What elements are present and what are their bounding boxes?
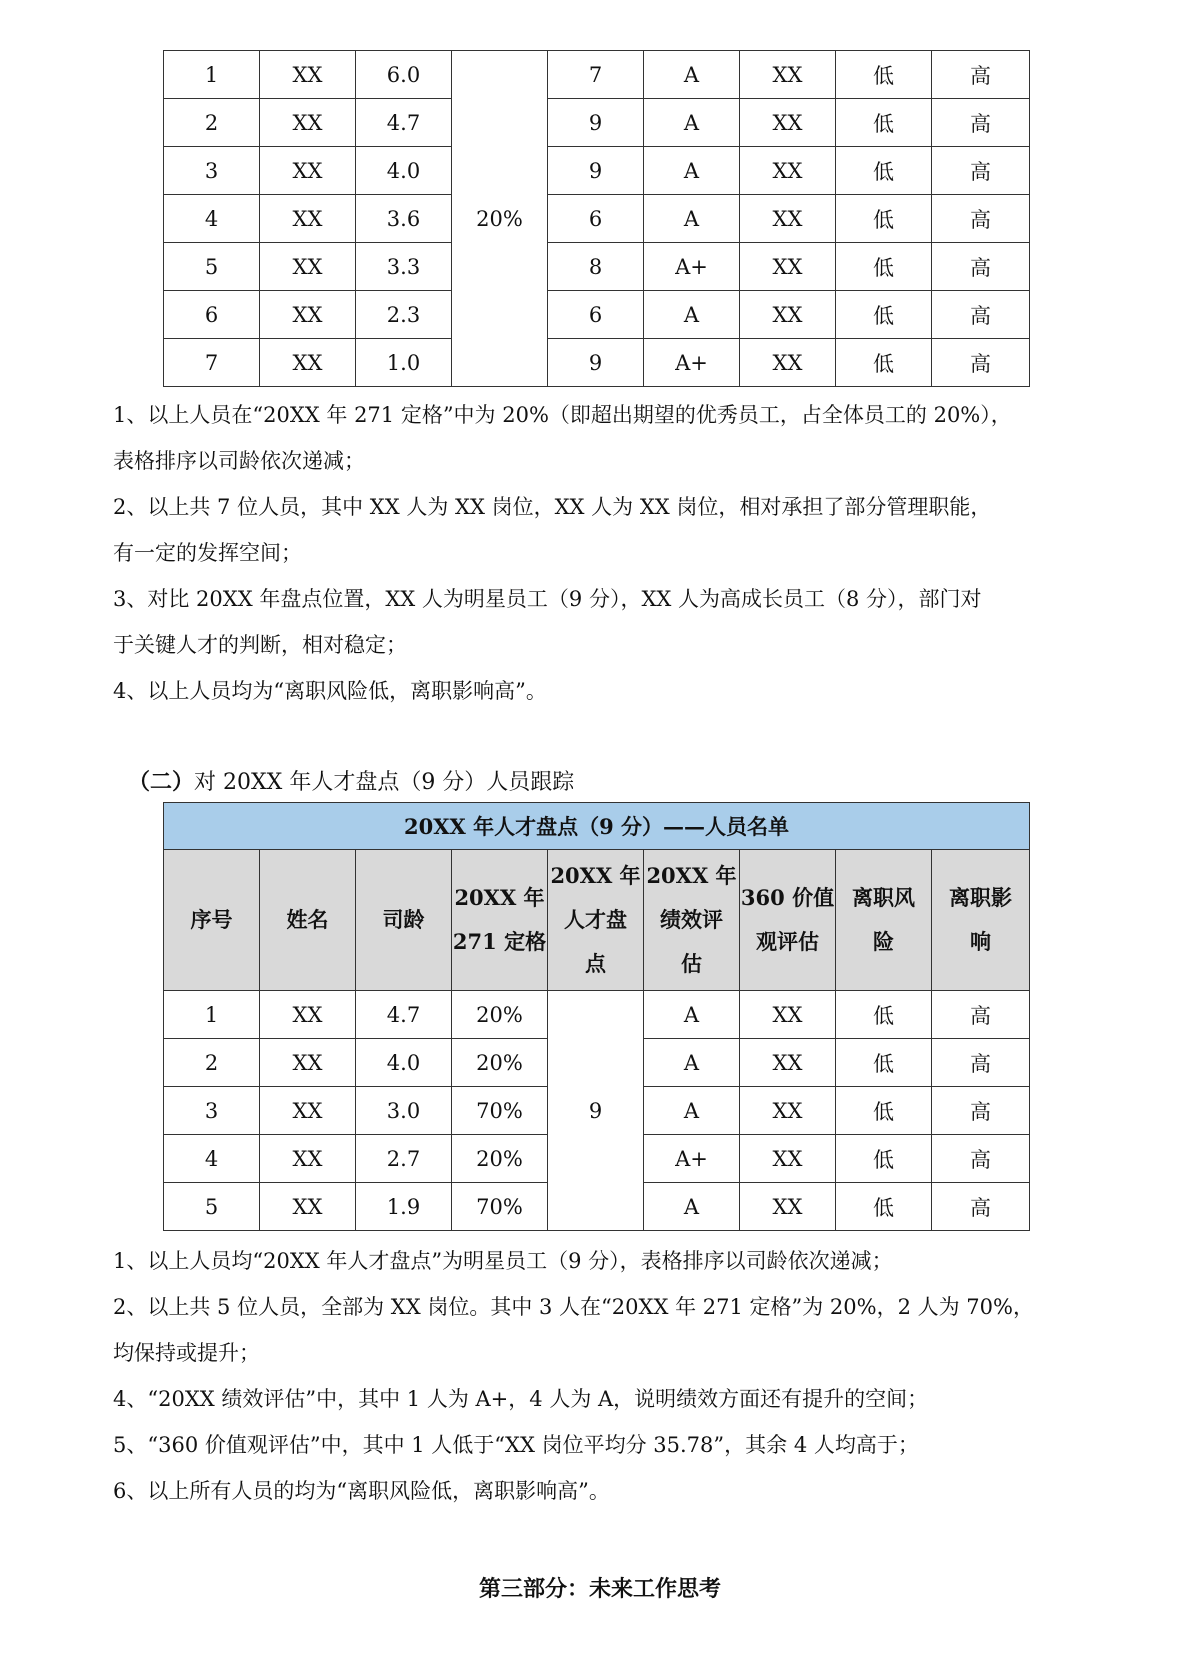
table-cell: 低 xyxy=(836,1135,932,1183)
column-header xyxy=(548,850,644,991)
table-cell: XX xyxy=(260,99,356,147)
table-cell: 5 xyxy=(164,1183,260,1231)
table-cell: 6 xyxy=(548,291,644,339)
table-cell: 低 xyxy=(836,1087,932,1135)
table-cell: 5 xyxy=(164,243,260,291)
note-line: 于关键人才的判断，相对稳定； xyxy=(113,633,407,657)
table-cell: 3.0 xyxy=(356,1087,452,1135)
table-cell: XX xyxy=(740,291,836,339)
table-cell: 高 xyxy=(932,99,1030,147)
table-row xyxy=(164,291,1030,339)
column-header-line: 360 价值 xyxy=(740,885,835,910)
table-cell: 4.7 xyxy=(356,99,452,147)
table-cell: 高 xyxy=(932,991,1030,1039)
table-cell: XX xyxy=(740,99,836,147)
column-header xyxy=(740,850,836,991)
table-cell: XX xyxy=(260,195,356,243)
table-cell: 20% xyxy=(452,1039,548,1087)
table-cell: 低 xyxy=(836,195,932,243)
column-header-line: 司龄 xyxy=(382,907,425,932)
table-cell: XX xyxy=(740,147,836,195)
table-cell: A xyxy=(644,51,740,99)
column-header-line: 响 xyxy=(970,929,992,954)
table-cell: 低 xyxy=(836,243,932,291)
table-cell: 7 xyxy=(164,339,260,387)
table-cell: A xyxy=(644,99,740,147)
note-line: 4、“20XX 绩效评估”中，其中 1 人为 A+，4 人为 A，说明绩效方面还有提升的空间； xyxy=(113,1387,929,1411)
table-cell: 1 xyxy=(164,51,260,99)
column-header-line: 姓名 xyxy=(286,907,329,932)
table-cell: 高 xyxy=(932,195,1030,243)
table-cell: 高 xyxy=(932,1087,1030,1135)
table-cell: 低 xyxy=(836,291,932,339)
table-cell: 1.0 xyxy=(356,339,452,387)
column-header-line: 点 xyxy=(585,951,606,976)
table-cell: XX xyxy=(740,1135,836,1183)
table-cell: 低 xyxy=(836,51,932,99)
table-row xyxy=(164,147,1030,195)
table-cell: 3.3 xyxy=(356,243,452,291)
table-cell: XX xyxy=(740,339,836,387)
table-cell: 6 xyxy=(164,291,260,339)
note-line: 2、以上共 7 位人员，其中 XX 人为 XX 岗位，XX 人为 XX 岗位，相对承担了部分管理职能， xyxy=(113,495,992,519)
column-header xyxy=(356,850,452,991)
table-cell: 8 xyxy=(548,243,644,291)
part-three-heading: 第三部分：未来工作思考 xyxy=(478,1576,721,1602)
column-header-line: 人才盘 xyxy=(564,907,627,932)
table-cell: 4 xyxy=(164,195,260,243)
note-line: 表格排序以司龄依次递减； xyxy=(113,449,365,473)
table-cell: 2 xyxy=(164,1039,260,1087)
table-cell: 高 xyxy=(932,339,1030,387)
table-cell: 高 xyxy=(932,1039,1030,1087)
table-cell: XX xyxy=(740,243,836,291)
column-header xyxy=(932,850,1030,991)
table-cell: XX xyxy=(260,1087,356,1135)
column-header-line: 离职影 xyxy=(949,885,1013,910)
table-cell: 2.7 xyxy=(356,1135,452,1183)
talent-review-9-list-table xyxy=(163,802,1030,1231)
note-line: 均保持或提升； xyxy=(113,1341,260,1365)
table-cell: XX xyxy=(260,243,356,291)
table-cell: XX xyxy=(260,339,356,387)
table-cell: A+ xyxy=(644,339,740,387)
table-cell: 6 xyxy=(548,195,644,243)
column-header xyxy=(260,850,356,991)
table2-notes xyxy=(113,1238,1103,1514)
table-cell: XX xyxy=(260,51,356,99)
column-header-line: 绩效评 xyxy=(660,907,723,932)
table-cell: 低 xyxy=(836,99,932,147)
column-header-line: 20XX 年 xyxy=(454,885,545,910)
table-cell: XX xyxy=(260,1183,356,1231)
table-cell: XX xyxy=(740,991,836,1039)
table-cell: A xyxy=(644,195,740,243)
table-cell: A xyxy=(644,1087,740,1135)
column-header xyxy=(644,850,740,991)
table-cell: 4 xyxy=(164,1135,260,1183)
column-header-line: 序号 xyxy=(190,907,233,932)
table-cell: 9 xyxy=(548,147,644,195)
column-header xyxy=(836,850,932,991)
table-cell: XX xyxy=(260,1135,356,1183)
table-cell: 高 xyxy=(932,291,1030,339)
table-row xyxy=(164,991,1030,1039)
table-cell: 20% xyxy=(452,991,548,1039)
table-cell: XX xyxy=(260,991,356,1039)
table-cell: 高 xyxy=(932,1135,1030,1183)
note-line: 1、以上人员均“20XX 年人才盘点”为明星员工（9 分），表格排序以司龄依次递减； xyxy=(113,1249,893,1273)
column-header-line: 估 xyxy=(681,951,702,976)
column-header-line: 20XX 年 xyxy=(646,863,737,888)
column-header-line: 离职风 xyxy=(852,885,915,910)
table-cell: XX xyxy=(740,51,836,99)
table-cell: 70% xyxy=(452,1183,548,1231)
table-cell: 1.9 xyxy=(356,1183,452,1231)
table-cell: XX xyxy=(260,1039,356,1087)
table-cell: XX xyxy=(740,195,836,243)
table-cell: XX xyxy=(740,1183,836,1231)
column-header xyxy=(164,850,260,991)
table-cell: 20% xyxy=(452,1135,548,1183)
table-cell: 低 xyxy=(836,1039,932,1087)
table-cell: A xyxy=(644,291,740,339)
table-cell: 高 xyxy=(932,243,1030,291)
table-cell: 7 xyxy=(548,51,644,99)
table-cell: 低 xyxy=(836,339,932,387)
table-cell: 低 xyxy=(836,1183,932,1231)
table-cell: 1 xyxy=(164,991,260,1039)
note-line: 3、对比 20XX 年盘点位置，XX 人为明星员工（9 分），XX 人为高成长员工（8 分），部门对 xyxy=(113,587,982,611)
table-cell: A+ xyxy=(644,1135,740,1183)
table-cell: A xyxy=(644,147,740,195)
table-cell: 2.3 xyxy=(356,291,452,339)
column-header-line: 观评估 xyxy=(756,929,819,954)
score-cell: 9 xyxy=(548,991,644,1231)
section-heading-2 xyxy=(128,765,574,796)
table-cell: 3 xyxy=(164,1087,260,1135)
table-cell: 9 xyxy=(548,99,644,147)
table-cell: 70% xyxy=(452,1087,548,1135)
note-line: 2、以上共 5 位人员，全部为 XX 岗位。其中 3 人在“20XX 年 271 定格”为 20%，2 人为 70%， xyxy=(113,1295,1034,1319)
talent-table-continued xyxy=(163,50,1030,387)
column-header xyxy=(452,850,548,991)
table-row xyxy=(164,51,1030,99)
table-cell: 3 xyxy=(164,147,260,195)
table-cell: 高 xyxy=(932,147,1030,195)
table-cell: 6.0 xyxy=(356,51,452,99)
section-number: （二） xyxy=(128,769,195,795)
table-row xyxy=(164,195,1030,243)
table-cell: 3.6 xyxy=(356,195,452,243)
table-cell: 高 xyxy=(932,51,1030,99)
table-cell: 9 xyxy=(548,339,644,387)
table-cell: 高 xyxy=(932,1183,1030,1231)
table-cell: A xyxy=(644,991,740,1039)
table-cell: XX xyxy=(740,1087,836,1135)
table-cell: 低 xyxy=(836,991,932,1039)
table-header-row xyxy=(164,850,1030,991)
table-cell: 4.7 xyxy=(356,991,452,1039)
table-row xyxy=(164,339,1030,387)
table-title: 20XX 年人才盘点（9 分）——人员名单 xyxy=(164,803,1030,850)
table-cell: 4.0 xyxy=(356,1039,452,1087)
note-line: 6、以上所有人员的均为“离职风险低，离职影响高”。 xyxy=(113,1479,610,1503)
section-title: 对 20XX 年人才盘点（9 分）人员跟踪 xyxy=(194,770,575,795)
note-line: 1、以上人员在“20XX 年 271 定格”中为 20%（即超出期望的优秀员工，占全体员工的 20%）， xyxy=(113,403,1012,427)
note-line: 4、以上人员均为“离职风险低，离职影响高”。 xyxy=(113,679,547,703)
table-cell: 4.0 xyxy=(356,147,452,195)
table-cell: 低 xyxy=(836,147,932,195)
table-cell: XX xyxy=(740,1039,836,1087)
table1-notes xyxy=(113,392,1103,714)
share-cell: 20% xyxy=(452,51,548,387)
note-line: 有一定的发挥空间； xyxy=(113,541,302,565)
table-row xyxy=(164,99,1030,147)
table-cell: 2 xyxy=(164,99,260,147)
table-cell: A+ xyxy=(644,243,740,291)
column-header-line: 险 xyxy=(873,929,894,954)
table-cell: A xyxy=(644,1183,740,1231)
column-header-line: 20XX 年 xyxy=(550,863,641,888)
table-cell: XX xyxy=(260,147,356,195)
column-header-line: 271 定格 xyxy=(452,929,547,954)
note-line: 5、“360 价值观评估”中，其中 1 人低于“XX 岗位平均分 35.78”，其余 4 人均高于； xyxy=(113,1433,919,1457)
table-cell: XX xyxy=(260,291,356,339)
table-row xyxy=(164,243,1030,291)
table-cell: A xyxy=(644,1039,740,1087)
